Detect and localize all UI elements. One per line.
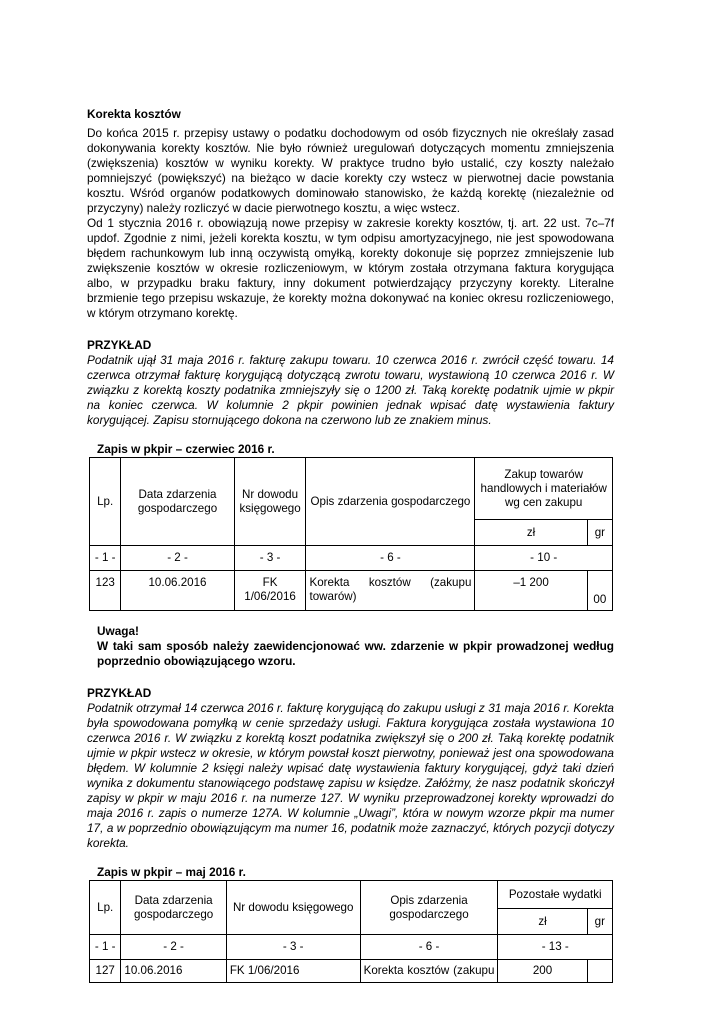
header-gr: gr: [587, 909, 612, 935]
example-1-label: PRZYKŁAD: [87, 338, 152, 352]
cell-date: 10.06.2016: [121, 571, 234, 611]
cell-doc: FK 1/06/2016: [226, 960, 360, 983]
cell-doc: FK 1/06/2016: [234, 571, 306, 611]
cell-zl: 200: [498, 960, 587, 983]
header-zl: zł: [475, 520, 587, 546]
table-row: [90, 571, 613, 611]
table-1-title: Zapis w pkpir – czerwiec 2016 r.: [97, 442, 275, 456]
table-2-title: Zapis w pkpir – maj 2016 r.: [97, 865, 246, 879]
colnum-6: - 6 -: [306, 546, 475, 571]
section-heading: Korekta kosztów: [87, 107, 181, 121]
colnum-3: - 3 -: [234, 546, 306, 571]
cell-lp: 123: [90, 571, 121, 611]
cell-gr: 00: [587, 571, 612, 611]
cell-lp: 127: [90, 960, 121, 983]
example-1-text: Podatnik ujął 31 maja 2016 r. fakturę zakupu towaru. 10 czerwca 2016 r. zwrócił część towaru. 14 czerwca otrzymał fakturę korygującą dotyczącą zwrotu towaru, wystawioną 10 czerwca 2016 r. W związku z korektą koszty podatnika zmniejszyły się o 1200 zł. Taką korektę podatnik ujmie w pkpir na koniec czerwca. W kolumnie 2 pkpir powinien jednak wpisać datę wystawienia faktury korygującej. Zapisu stornującego dokona na czerwono lub ze znakiem minus.: [87, 353, 614, 427]
table-header-row: [90, 881, 613, 909]
ledger-table-june: [89, 457, 613, 611]
header-doc: Nr dowodu księgowego: [226, 881, 360, 935]
colnum-6: - 6 -: [360, 935, 498, 960]
header-zl: zł: [498, 909, 587, 935]
header-doc: Nr dowodu księgowego: [234, 458, 306, 546]
column-number-row: [90, 935, 613, 960]
note-box: [97, 624, 614, 669]
table-row: [90, 960, 613, 983]
cell-zl: –1 200: [475, 571, 587, 611]
colnum-13: - 13 -: [498, 935, 613, 960]
header-desc: Opis zdarzenia gospodarczego: [306, 458, 475, 546]
header-date: Data zdarzenia gospodarczego: [121, 458, 234, 546]
example-2-label: PRZYKŁAD: [87, 686, 152, 700]
cell-desc: Korekta kosztów (zakupu towarów): [306, 571, 475, 611]
colnum-1: - 1 -: [90, 935, 121, 960]
header-amount: Pozostałe wydatki: [498, 881, 613, 909]
header-gr: gr: [587, 520, 612, 546]
ledger-table-may: [89, 880, 613, 983]
note-title: Uwaga!: [97, 624, 139, 638]
colnum-2: - 2 -: [121, 935, 226, 960]
header-amount: Zakup towarów handlowych i materiałów wg cen zakupu: [475, 458, 613, 520]
header-desc: Opis zdarzenia gospodarczego: [360, 881, 498, 935]
paragraph-2: Od 1 stycznia 2016 r. obowiązują nowe przepisy w zakresie korekty kosztów, tj. art. 22 ust. 7c–7f updof. Zgodnie z nimi, jeżeli korekta kosztu, w tym odpisu amortyzacyjnego, nie jest spowodowana błędem rachunkowym lub inną oczywistą omyłką, korekty dokonuje się poprzez zmniejszenie lub zwiększenie kosztów w okresie rozliczeniowym, w którym została otrzymana faktura korygująca albo, w przypadku braku faktury, inny dokument potwierdzający przyczyny korekty. Literalne brzmienie tego przepisu wskazuje, że korekty można dokonywać na koniec okresu rozliczeniowego, w którym otrzymano korektę.: [87, 216, 614, 320]
document-page: [87, 107, 614, 983]
header-date: Data zdarzenia gospodarczego: [121, 881, 226, 935]
note-text: W taki sam sposób należy zaewidencjonować ww. zdarzenie w pkpir prowadzonej według poprzednio obowiązującego wzoru.: [97, 639, 614, 668]
header-lp: Lp.: [90, 458, 121, 546]
cell-desc: Korekta kosztów (zakupu: [360, 960, 498, 983]
colnum-3: - 3 -: [226, 935, 360, 960]
cell-date: 10.06.2016: [121, 960, 226, 983]
colnum-2: - 2 -: [121, 546, 234, 571]
cell-gr: [587, 960, 612, 983]
column-number-row: [90, 546, 613, 571]
table-header-row: [90, 458, 613, 520]
colnum-10: - 10 -: [475, 546, 613, 571]
example-2-text: Podatnik otrzymał 14 czerwca 2016 r. fakturę korygującą do zakupu usługi z 31 maja 2016 r. Korekta była spowodowana pomyłką w cenie sprzedaży usługi. Faktura korygująca została wystawiona 10 czerwca 2016 r. W związku z korektą koszt podatnika zwiększył się o 200 zł. Taką korektę podatnik ujmie w pkpir wstecz w okresie, w którym powstał koszt pierwotny, ponieważ jest ona spowodowana błędem. W kolumnie 2 księgi należy wpisać datę wystawienia faktury korygującej, gdyż taki dzień wynika z dokumentu stanowiącego podstawę zapisu w księdze. Załóżmy, że nasz podatnik skończył zapisy w pkpir w maju 2016 r. na numerze 127. W wyniku przeprowadzonej korekty wprowadzi do maja 2016 r. zapis o numerze 127A. W kolumnie „Uwagi”, która w nowym wzorze pkpir ma numer 17, a w poprzednio obowiązującym ma numer 16, podatnik może zaznaczyć, których pozycji dotyczy korekta.: [87, 701, 614, 850]
colnum-1: - 1 -: [90, 546, 121, 571]
paragraph-1: Do końca 2015 r. przepisy ustawy o podatku dochodowym od osób fizycznych nie określały zasad dokonywania korekty kosztów. Nie było również uregulowań dotyczących momentu zmniejszenia (zwiększenia) kosztów w wyniku korekty. W praktyce trudno było ustalić, czy koszty należało pomniejszyć (powiększyć) na bieżąco w dacie korekty czy wstecz w pierwotnej dacie powstania kosztu. Wśród organów podatkowych dominowało stanowisko, że każdą korektę (niezależnie od przyczyny) należy rozliczyć w dacie pierwotnego kosztu, a więc wstecz.: [87, 126, 614, 215]
header-lp: Lp.: [90, 881, 121, 935]
